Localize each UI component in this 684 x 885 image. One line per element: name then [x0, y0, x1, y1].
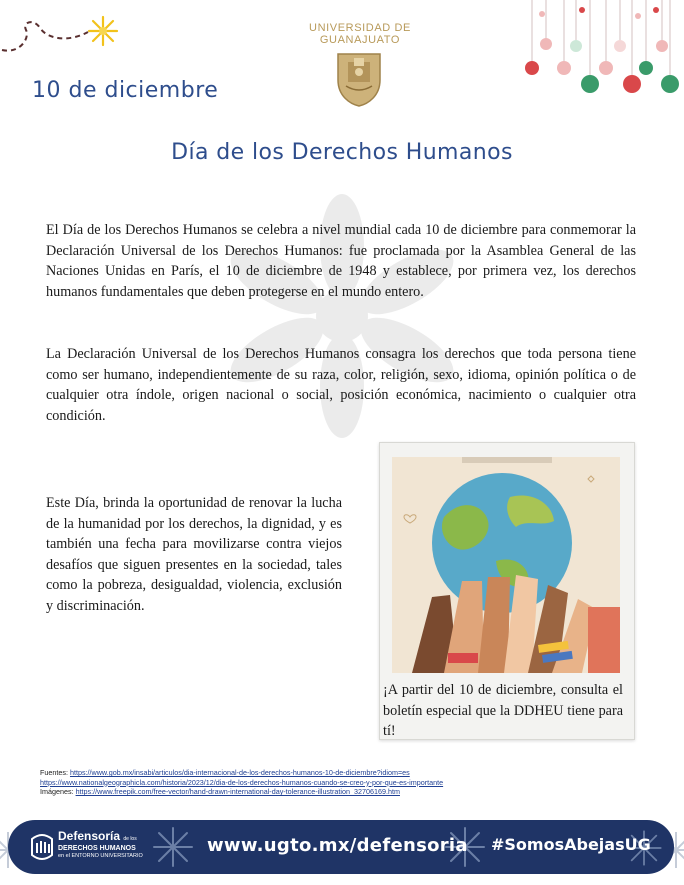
defensoria-logo-icon: [28, 829, 56, 865]
ornament-icon: [520, 0, 684, 100]
defensoria-logo: [58, 830, 143, 860]
sources: [40, 768, 443, 797]
images-label: Imágenes:: [40, 787, 76, 797]
globe-hands-icon: [392, 457, 620, 673]
logo-subtitle: DERECHOS HUMANOS: [58, 845, 136, 852]
paragraph-declaration: La Declaración Universal de los Derechos Humanos consagra los derechos que toda persona tiene como ser humano, independientemente de su raza, color, religión, sexo, idioma, opinión política o de cualquier otra índole, origen nacional o social, posición económica, nacimiento o cualquier otra condición.: [46, 346, 636, 424]
paragraph-intro: El Día de los Derechos Humanos se celebra a nivel mundial cada 10 de diciembre para conmemorar la Declaración Universal de los Derechos Humanos: fue proclamada por la Asamblea General de las Naciones Unidas en París, el 10 de diciembre de 1948 y establece, por primera vez, los derechos humanos fundamentales que deben protegerse en el mundo entero.: [46, 222, 636, 300]
footer-website-link[interactable]: www.ugto.mx/defensoria: [207, 835, 468, 856]
source-link-freepik[interactable]: https://www.freepik.com/free-vector/hand-drawn-international-day-tolerance-illustration_32706169.htm: [75, 787, 400, 797]
page-title: Día de los Derechos Humanos: [171, 140, 513, 165]
paragraph-opportunity: Este Día, brinda la oportunidad de renovar la lucha de la humanidad por los derechos, la dignidad, y es también una fecha para movilizarse contra viejos desafíos que siguen presentes en la sociedad, tales como la pobreza, desigualdad, violencia, exclusión y discriminación.: [46, 495, 342, 614]
snowflake-icon: [148, 822, 198, 872]
figure-caption: ¡A partir del 10 de diciembre, consulta el boletín especial que la DDHEU tiene para tí!: [383, 682, 623, 740]
source-link-natgeo[interactable]: https://www.nationalgeographicla.com/historia/2023/12/dia-de-los-derechos-humanos-cuando-se-creo-y-por-que-es-importante: [40, 777, 444, 787]
logo-title: Defensoría: [58, 829, 121, 843]
university-name: UNIVERSIDAD DE GUANAJUATO: [309, 22, 411, 46]
date-heading: 10 de diciembre: [32, 78, 219, 103]
illustration: [392, 457, 620, 673]
university-crest-icon: [334, 50, 384, 108]
footer-hashtag: #SomosAbejasUG: [491, 835, 651, 854]
source-link-gob[interactable]: https://www.gob.mx/insabi/articulos/dia-internacional-de-los-derechos-humanos-10-de-diciembre?idiom=es: [69, 768, 410, 777]
logo-tagline: en el ENTORNO UNIVERSITARIO: [58, 853, 143, 859]
sun-sparkle-icon: [86, 14, 120, 48]
sources-label: Fuentes:: [40, 768, 70, 777]
logo-title-small: de los: [123, 836, 137, 842]
